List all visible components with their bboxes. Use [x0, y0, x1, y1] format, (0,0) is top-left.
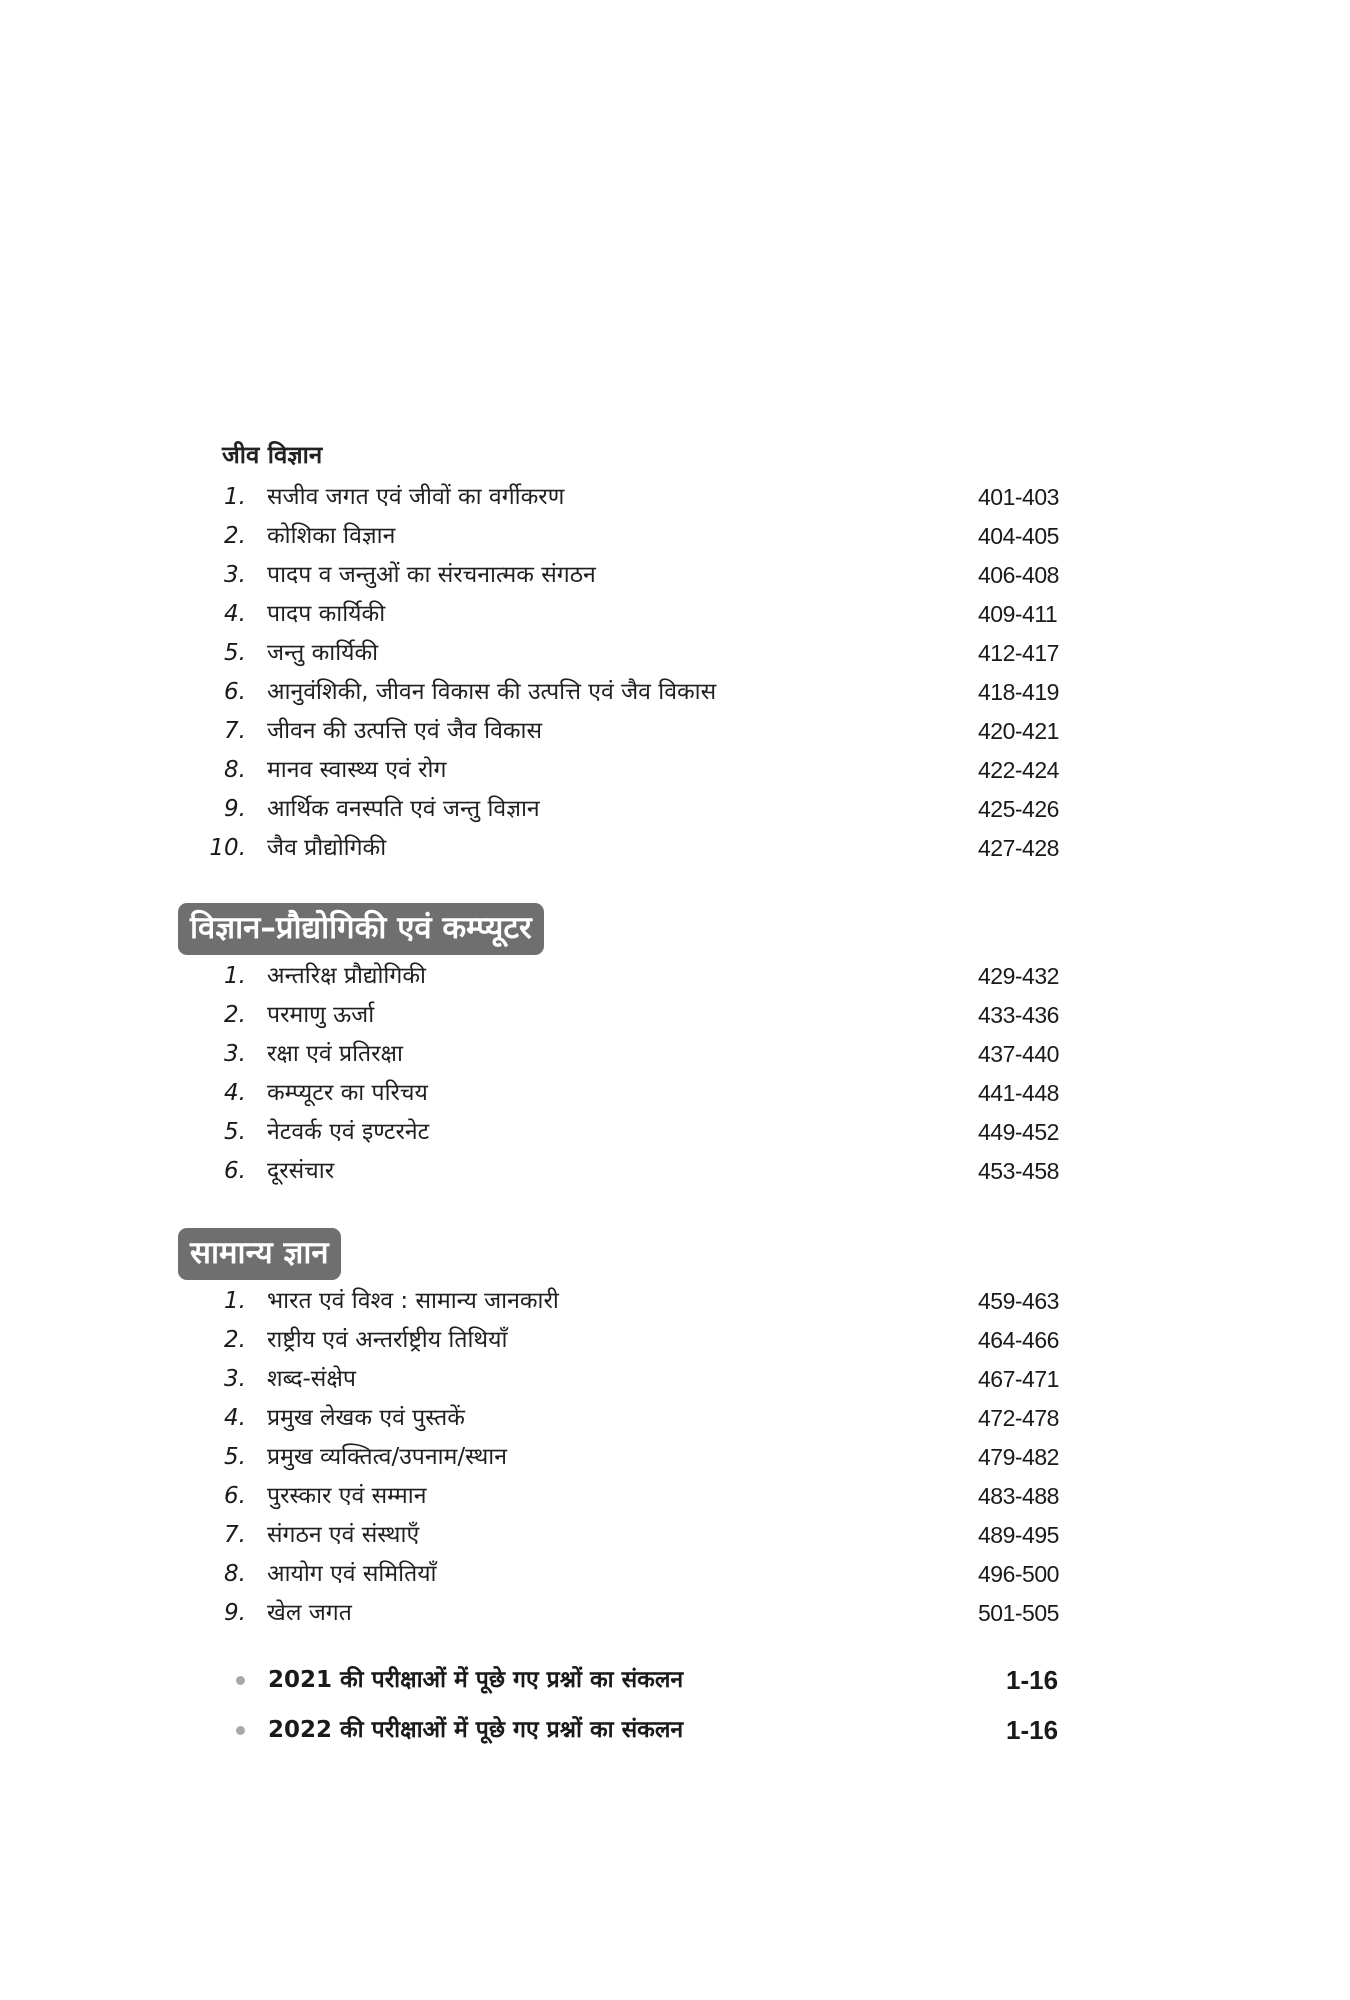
toc-item-pages: 479-482 [978, 1444, 1059, 1470]
toc-item-pages: 489-495 [978, 1522, 1059, 1548]
toc-row[interactable] [0, 634, 1350, 673]
toc-item-number: 5. [224, 1119, 246, 1145]
toc-item-title: भारत एवं विश्व : सामान्य जानकारी [267, 1288, 559, 1314]
toc-item-title: शब्द-संक्षेप [267, 1366, 356, 1392]
toc-item-title: जैव प्रौद्योगिकी [267, 835, 387, 861]
toc-item-pages: 425-426 [978, 796, 1059, 822]
toc-item-pages: 401-403 [978, 484, 1059, 510]
toc-row[interactable] [0, 1360, 1350, 1399]
toc-item-number: 5. [224, 640, 246, 666]
toc-item-title: जीवन की उत्पत्ति एवं जैव विकास [267, 718, 543, 744]
toc-item-number: 9. [224, 1600, 246, 1626]
toc-row[interactable] [0, 829, 1350, 868]
compilation-entry-2022[interactable] [0, 1708, 1350, 1752]
toc-item-number: 4. [224, 601, 246, 627]
toc-item-number: 9. [224, 796, 246, 822]
toc-item-title: संगठन एवं संस्थाएँ [267, 1522, 420, 1548]
toc-item-number: 3. [224, 562, 246, 588]
toc-item-title: पुरस्कार एवं सम्मान [267, 1483, 427, 1509]
toc-item-number: 2. [224, 523, 246, 549]
toc-item-number: 5. [224, 1444, 246, 1470]
toc-row[interactable] [0, 1399, 1350, 1438]
toc-item-title: खेल जगत [267, 1600, 352, 1626]
toc-row[interactable] [0, 595, 1350, 634]
toc-item-number: 6. [224, 679, 246, 705]
toc-row[interactable] [0, 1035, 1350, 1074]
toc-row[interactable] [0, 790, 1350, 829]
toc-row[interactable] [0, 1555, 1350, 1594]
toc-item-pages: 467-471 [978, 1366, 1059, 1392]
toc-item-title: रक्षा एवं प्रतिरक्षा [267, 1041, 403, 1067]
section-heading-science-technology: विज्ञान–प्रौद्योगिकी एवं कम्प्यूटर [178, 903, 544, 955]
toc-item-number: 7. [224, 1522, 246, 1548]
toc-row[interactable] [0, 1282, 1350, 1321]
toc-item-title: पादप व जन्तुओं का संरचनात्मक संगठन [267, 562, 596, 588]
toc-item-pages: 501-505 [978, 1600, 1059, 1626]
compilation-title: 2021 की परीक्षाओं में पूछे गए प्रश्नों का संकलन [268, 1667, 684, 1693]
toc-item-pages: 433-436 [978, 1002, 1059, 1028]
toc-row[interactable] [0, 1074, 1350, 1113]
toc-item-title: परमाणु ऊर्जा [267, 1002, 375, 1028]
toc-item-title: आर्थिक वनस्पति एवं जन्तु विज्ञान [267, 796, 540, 822]
toc-item-number: 1. [224, 484, 246, 510]
toc-item-title: अन्तरिक्ष प्रौद्योगिकी [267, 963, 426, 989]
toc-row[interactable] [0, 517, 1350, 556]
toc-item-pages: 472-478 [978, 1405, 1059, 1431]
bullet-icon [236, 1726, 245, 1735]
toc-row[interactable] [0, 1594, 1350, 1633]
toc-item-title: सजीव जगत एवं जीवों का वर्गीकरण [267, 484, 565, 510]
toc-item-pages: 459-463 [978, 1288, 1059, 1314]
toc-item-number: 1. [224, 963, 246, 989]
toc-row[interactable] [0, 1152, 1350, 1191]
toc-row[interactable] [0, 996, 1350, 1035]
toc-row[interactable] [0, 1477, 1350, 1516]
toc-item-title: कोशिका विज्ञान [267, 523, 396, 549]
toc-item-number: 3. [224, 1041, 246, 1067]
toc-item-pages: 406-408 [978, 562, 1059, 588]
toc-row[interactable] [0, 673, 1350, 712]
toc-item-pages: 418-419 [978, 679, 1059, 705]
toc-item-number: 7. [224, 718, 246, 744]
toc-item-number: 8. [224, 1561, 246, 1587]
toc-row[interactable] [0, 957, 1350, 996]
toc-item-number: 1. [224, 1288, 246, 1314]
toc-row[interactable] [0, 751, 1350, 790]
toc-item-title: राष्ट्रीय एवं अन्तर्राष्ट्रीय तिथियाँ [267, 1327, 508, 1353]
toc-item-number: 6. [224, 1158, 246, 1184]
toc-item-pages: 496-500 [978, 1561, 1059, 1587]
toc-item-number: 2. [224, 1327, 246, 1353]
toc-row[interactable] [0, 1438, 1350, 1477]
toc-item-title: नेटवर्क एवं इण्टरनेट [267, 1119, 430, 1145]
toc-item-number: 8. [224, 757, 246, 783]
toc-row[interactable] [0, 712, 1350, 751]
toc-item-title: आयोग एवं समितियाँ [267, 1561, 437, 1587]
toc-item-pages: 464-466 [978, 1327, 1059, 1353]
toc-item-pages: 409-411 [978, 601, 1058, 627]
toc-item-number: 4. [224, 1405, 246, 1431]
toc-item-pages: 483-488 [978, 1483, 1059, 1509]
compilation-pages: 1-16 [1006, 1665, 1059, 1695]
toc-item-pages: 422-424 [978, 757, 1059, 783]
toc-item-pages: 441-448 [978, 1080, 1059, 1106]
toc-item-title: दूरसंचार [267, 1158, 335, 1184]
toc-item-pages: 437-440 [978, 1041, 1059, 1067]
compilation-pages: 1-16 [1006, 1715, 1059, 1745]
toc-row[interactable] [0, 1113, 1350, 1152]
compilation-entry-2021[interactable] [0, 1658, 1350, 1702]
toc-item-number: 10. [209, 835, 246, 861]
toc-item-number: 2. [224, 1002, 246, 1028]
toc-item-title: प्रमुख लेखक एवं पुस्तकें [267, 1405, 465, 1431]
toc-item-pages: 420-421 [978, 718, 1059, 744]
toc-item-title: कम्प्यूटर का परिचय [267, 1080, 428, 1106]
toc-item-title: आनुवंशिकी, जीवन विकास की उत्पत्ति एवं जैव विकास [267, 679, 717, 705]
bullet-icon [236, 1676, 245, 1685]
toc-row[interactable] [0, 1321, 1350, 1360]
toc-item-number: 3. [224, 1366, 246, 1392]
toc-item-title: मानव स्वास्थ्य एवं रोग [267, 757, 447, 783]
toc-row[interactable] [0, 1516, 1350, 1555]
compilation-title: 2022 की परीक्षाओं में पूछे गए प्रश्नों का संकलन [268, 1717, 684, 1743]
subsection-heading-biology: जीव विज्ञान [222, 441, 323, 469]
toc-row[interactable] [0, 556, 1350, 595]
toc-item-pages: 449-452 [978, 1119, 1059, 1145]
toc-item-pages: 404-405 [978, 523, 1059, 549]
toc-item-title: जन्तु कार्यिकी [267, 640, 379, 666]
toc-item-pages: 453-458 [978, 1158, 1059, 1184]
section-heading-general-knowledge: सामान्य ज्ञान [178, 1228, 341, 1280]
toc-item-title: पादप कार्यिकी [267, 601, 386, 627]
toc-item-pages: 427-428 [978, 835, 1059, 861]
toc-item-number: 4. [224, 1080, 246, 1106]
toc-row[interactable] [0, 478, 1350, 517]
toc-item-title: प्रमुख व्यक्तित्व/उपनाम/स्थान [267, 1444, 507, 1470]
toc-item-pages: 412-417 [978, 640, 1059, 666]
toc-item-pages: 429-432 [978, 963, 1059, 989]
toc-item-number: 6. [224, 1483, 246, 1509]
